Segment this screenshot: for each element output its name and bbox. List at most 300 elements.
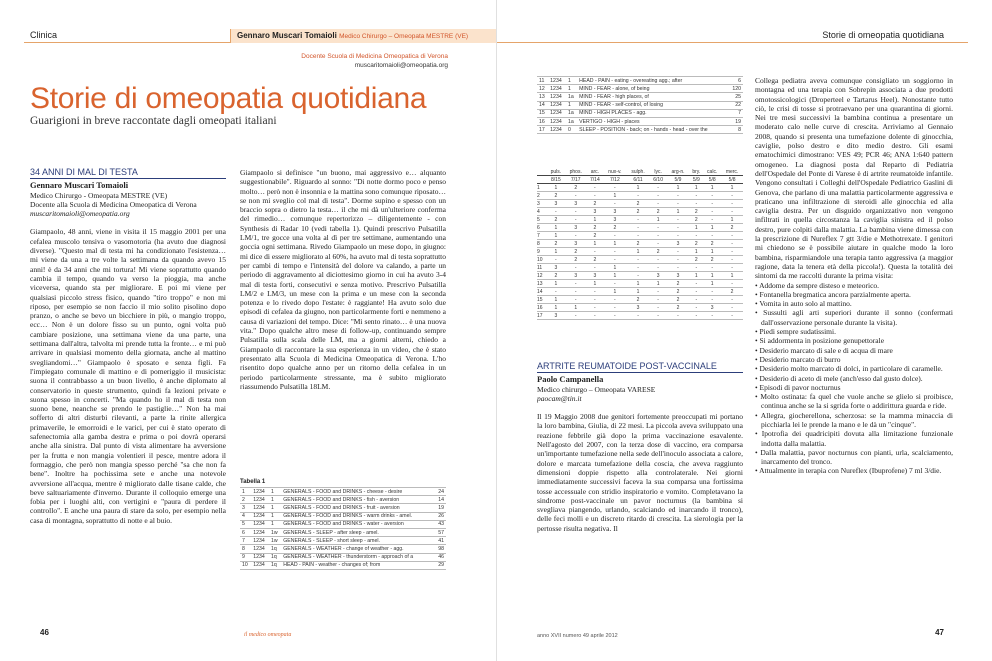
remedy-name: puls. [547,168,565,176]
grid-cell: - [667,192,690,200]
grid-cell: 3 [586,272,603,280]
rubric-row [240,561,446,569]
grid-cell: - [721,208,743,216]
grid-cell: - [650,288,667,296]
symptom-item: • Desiderio marcato di burro [755,354,841,364]
grid-row [537,192,743,200]
remedy-name: sulph. [626,168,649,176]
rubric-code: 1234 [251,545,269,553]
grid-row [537,248,743,256]
grid-cell: - [586,312,603,320]
grid-cell: - [650,192,667,200]
grid-cell: 2 [565,256,586,264]
grid-cell: - [650,312,667,320]
grid-cell: - [603,232,626,240]
remedy-name: bry. [689,168,703,176]
grid-row [537,312,743,320]
grid-cell: 3 [650,272,667,280]
rubric-text: GENERALS - WEATHER - change of weather - agg. [281,545,435,553]
grid-cell: - [603,312,626,320]
rubric-number: 8 [240,545,251,553]
rubric-row [240,545,446,553]
rubric-weight: 1 [566,101,577,109]
grid-cell: - [667,312,690,320]
article-text: Collega pediatra aveva comunque consigliato un soggiorno in montagna ed una terapia con Sobrepin associata a due prodotti omotossicologici (Droperteel e Tartarus Heel). Nonostante tutto ciò, le crisi di tosse si protraevano per una quarantina di giorni. Nei tre mesi successivi la bambina continua a presentare un moderato calo nelle curve di crescita. Arriviamo al Gennaio 2008, quando si presenta una tumefazione dolente di ginocchia, caviglie, polso destro e dito medio destro. Gli esami ematochimici dimostrano: VES 49; PCR 46; ANA 1:640 pattern omogeneo. La diagnosi posta dal Reparto di Pediatria dell'Ospedale del Ponte di Varese è di artrite reumatoide infantile. Vengono consultati i Colleghi dell'Ospedale Pediatrico Gaslini di Genova, che parlano di una malattia particolarmente aggressiva e praticano una infiltrazione di steroidi alle ginocchia ed alla caviglia destra. Per un disguido organizzativo non vengono infiltrati in quella circostanza la caviglia sinistra ed il polso destro, pure colpiti dalla malattia. La bambina viene dimessa con la prescrizione di Nureflex 7 gtt 3/die e Methotrexate. I genitori mi chiedono se è possibile aiutare in qualche modo la loro bambina, risparmiandole una terapia tanto aggressiva (a maggior ragione, data la tenera età della piccola!). Questa la totalità dei sintomi da me raccolti durante la prima visita: [755,76,953,281]
rubric-row [537,117,743,125]
grid-cell: - [626,312,649,320]
grid-cell: 2 [586,232,603,240]
affiliation [301,52,448,70]
grid-cell: 2 [650,208,667,216]
symptom-item: • Molto ostinata: fa quel che vuole anche se glielo si proibisce, continua anche se la si sgrida forte o addirittura guarda e ride. [755,392,953,411]
grid-cell: - [703,216,721,224]
grid-cell: 16 [537,304,547,312]
rubric-count: 120 [729,85,743,93]
grid-cell: 3 [537,200,547,208]
rubric-text: GENERALS - FOOD and DRINKS - water - aversion [281,520,435,528]
grid-cell: 2 [721,288,743,296]
rubric-text: SLEEP - POSITION - back; on - hands - head - over the [577,126,728,134]
rubric-number: 7 [240,537,251,545]
grid-row [537,304,743,312]
rubric-weight: 1q [269,561,281,569]
remedy-score: 7/17 [565,176,586,184]
grid-cell: 1 [703,224,721,232]
grid-cell: 3 [565,240,586,248]
grid-cell: - [603,200,626,208]
remedy-score: 5/8 [721,176,743,184]
rubric-weight: 1 [269,488,281,496]
rubric-weight: 1w [269,528,281,536]
grid-cell: 2 [703,256,721,264]
grid-cell: 1 [547,248,565,256]
rubric-number: 13 [537,93,548,101]
grid-row [537,184,743,192]
grid-cell: - [689,264,703,272]
rubric-code: 1234 [548,93,566,101]
grid-cell: 2 [586,224,603,232]
grid-cell: - [689,304,703,312]
grid-cell: - [603,256,626,264]
grid-cell: - [650,200,667,208]
grid-cell: 1 [547,232,565,240]
article-column-1 [30,168,226,608]
table-1 [240,476,446,570]
grid-cell: - [703,200,721,208]
grid-cell: - [703,264,721,272]
grid-cell: - [650,232,667,240]
rubric-code: 1234 [251,504,269,512]
author-header-name: Gennaro Muscari Tomaioli [237,31,337,40]
grid-cell: - [689,280,703,288]
rubric-weight: 1q [269,553,281,561]
rubric-row [537,77,743,85]
grid-cell: 3 [603,208,626,216]
article2-column-1 [537,362,743,612]
grid-cell: - [689,296,703,304]
grid-cell: 1 [586,280,603,288]
grid-cell: 1 [586,240,603,248]
article-text: Il 19 Maggio 2008 due genitori fortemente preoccupati mi portano la loro bambina, Giulia, di 22 mesi. La piccola aveva sviluppato una reazione febbrile già dopo la prima vaccinazione esavalente. Nell'agosto del 2007, con la terza dose di vaccino, era comparsa un'importante tumefazione nella sede dell'inoculo associata a calore, dolore e marcata tumefazione della coscia, che aveva raggiunto dimensioni doppie rispetto alla controlaterale. Nei giorni immediatamente successivi faceva la sua comparsa una fortissima tosse accessuale con stridio inspiratorio e vomito. Completavano la sindrome post-vaccinale un pavor nocturnus (la bambina si svegliava piangendo, urlando, scalciando ed inarcando il tronco), delle feci molli e un discreto ritardo di crescita. La sierologia per la pertosse risulta negativa. Il [537,412,743,533]
author-header-sub: Medico Chirurgo – Omeopata MESTRE (VE) [339,33,469,40]
grid-cell: 1 [603,192,626,200]
rubric-code: 1234 [548,77,566,85]
rubric-code: 1234 [251,512,269,520]
grid-cell: 3 [667,272,690,280]
grid-cell: 1 [547,184,565,192]
author-email: paocam@tin.it [537,393,582,403]
grid-cell: - [721,232,743,240]
remedy-name: nux-v. [603,168,626,176]
grid-cell: - [586,296,603,304]
symptom-item: • Sussulti agli arti superiori durante il sonno (confermati dall'osservazione personale durante la visita). [755,308,953,327]
grid-cell: - [667,256,690,264]
table-label: Tabella 1 [240,479,266,485]
footer-issue: anno XVII numero 49 aprile 2012 [537,633,618,639]
grid-row [537,200,743,208]
symptom-item: • Desiderio molto marcato di dolci, in particolare di caramelle. [755,364,943,374]
grid-cell: 1 [703,184,721,192]
grid-cell: 1 [537,184,547,192]
grid-cell: - [667,232,690,240]
grid-cell: - [721,240,743,248]
rubric-weight: 1q [269,545,281,553]
grid-row [537,224,743,232]
grid-cell: 2 [547,272,565,280]
rubric-code: 1234 [548,126,566,134]
grid-cell: - [703,192,721,200]
grid-cell: 2 [547,216,565,224]
grid-cell: 1 [626,288,649,296]
grid-cell: 17 [537,312,547,320]
grid-cell: - [626,216,649,224]
symptom-item: • Desiderio marcato di sale e di acqua di mare [755,345,893,355]
symptom-item: • Fontanella bregmatica ancora parzialmente aperta. [755,289,911,299]
grid-cell: - [703,288,721,296]
grid-cell: 2 [626,240,649,248]
rubric-weight: 1 [269,504,281,512]
grid-cell: 2 [721,224,743,232]
rubric-code: 1234 [548,117,566,125]
rubric-text: VERTIGO - HIGH - places [577,117,728,125]
grid-cell: 3 [565,272,586,280]
grid-cell: 1 [703,272,721,280]
grid-cell: - [689,232,703,240]
grid-cell: 1 [603,288,626,296]
rubric-code: 1234 [251,553,269,561]
grid-cell: 1 [689,184,703,192]
author-line: Docente alla Scuola di Medicina Omeopatica di Verona [30,199,197,209]
grid-cell: 10 [537,256,547,264]
symptom-item: • Vomita in auto solo al mattino. [755,299,852,309]
grid-cell: - [547,208,565,216]
symptom-item: • Attualmente in terapia con Nureflex (Ibuprofene) 7 ml 3/die. [755,466,942,476]
rubric-weight: 0 [566,126,577,134]
grid-cell: - [626,192,649,200]
grid-cell: 2 [626,208,649,216]
grid-cell: - [689,192,703,200]
grid-cell: 1 [689,272,703,280]
symptom-item: • Desiderio di aceto di mele (anch'esso dal gusto dolce). [755,373,923,383]
grid-cell: 12 [537,272,547,280]
grid-cell: 3 [547,312,565,320]
grid-cell: 13 [537,280,547,288]
grid-cell: - [650,296,667,304]
rubric-weight: 1 [566,85,577,93]
rubric-number: 2 [240,496,251,504]
grid-cell: 3 [667,240,690,248]
grid-cell: - [703,296,721,304]
grid-cell: 1 [547,304,565,312]
rubric-count: 14 [435,496,446,504]
grid-cell: 2 [667,280,690,288]
rubric-text: MIND - FEAR - high places, of [577,93,728,101]
grid-cell: - [721,280,743,288]
grid-cell: 2 [689,256,703,264]
rubric-number: 14 [537,101,548,109]
remedy-grid [537,168,743,320]
grid-cell: 1 [689,224,703,232]
article-text: Giampaolo si definisce "un buono, mai aggressivo e… alquanto suggestionabile". Riguardo al sonno: "Di notte dormo poco e penso molto… però non è insonnia e la mattina sono comunque riposato… se non mi sveglio col mal di testa". Dorme supino e spesso con un braccio sopra o dietro la testa… il che mi dà un'ulteriore conferma del rimedio… comunque repertorizzo – diligentemente - con Synthesis di Radar 10 (vedi tabella 1). Quindi prescrivo Pulsatilla LM/1, tre gocce una volta al dì per tre settimane, aumentando una goccia ogni settimana. Rivedo Giampaolo un mese dopo, in giugno: mi dice di essere migliorato al 60%, ha avuto mal di testa soprattutto per cambi di tempo e l'intensità del dolore va calando, a parte un periodo di aggravamento al diciottesimo giorno in cui ha avuto 3-4 mal di testa forti, consecutivi e senza motivo. Prescrivo Pulsatilla LM/2 e LM/3, un mese con la prima e un mese con la seconda potenza e lo rivedo dopo l'estate: è raggiante! Ha avuto solo due episodi di cefalea da giugno, non particolarmente forti e nemmeno a causa di variazioni del tempo. Dice: "Mi sento rinato… è una nuova vita." Dopo qualche altro mese di follow-up, continuando sempre Pulsatilla sulla scala delle LM, ma a giorni alterni, chiedo a Giampaolo di raccontare la sua esperienza in un video, che è stato presentato alla Scuola di Medicina Omeopatica di Verona. L'ho risentito dopo qualche anno per un ritorno della cefalea in un periodo particolarmente stressante, ma è subito migliorato riassumendo Pulsatilla 18LM. [240,168,446,391]
rubric-count: 98 [435,545,446,553]
rubric-count: 43 [435,520,446,528]
grid-row [537,280,743,288]
grid-row [537,240,743,248]
page-number: 46 [40,628,49,637]
rubric-code: 1234 [251,520,269,528]
grid-cell: - [565,232,586,240]
remedy-name: phos. [565,168,586,176]
grid-cell: - [603,248,626,256]
grid-cell: 1 [667,208,690,216]
grid-cell: 1 [626,184,649,192]
grid-cell: - [650,264,667,272]
rubric-number: 1 [240,488,251,496]
grid-cell: 2 [565,184,586,192]
rubric-number: 5 [240,520,251,528]
grid-cell: - [721,200,743,208]
symptom-list [755,281,953,476]
rubric-number: 16 [537,117,548,125]
grid-cell: - [586,248,603,256]
grid-row [537,216,743,224]
grid-cell: 1 [547,224,565,232]
grid-cell: - [721,248,743,256]
rubric-text: MIND - FEAR - alone, of being [577,85,728,93]
grid-cell: - [703,208,721,216]
rubric-code: 1234 [251,561,269,569]
rubric-row [240,520,446,528]
grid-cell: - [721,304,743,312]
grid-cell: 1 [626,248,649,256]
grid-cell: - [565,288,586,296]
rubric-text: GENERALS - FOOD and DRINKS - warm drinks - amel. [281,512,435,520]
remedy-name: calc. [703,168,721,176]
remedy-score: 5/8 [703,176,721,184]
grid-cell: 8 [537,240,547,248]
rubric-text: GENERALS - FOOD and DRINKS - fruit - aversion [281,504,435,512]
rubric-text: GENERALS - FOOD and DRINKS - cheese - desire [281,488,435,496]
rubric-text: GENERALS - FOOD and DRINKS - fish - aversion [281,496,435,504]
rubric-count: 24 [435,488,446,496]
grid-cell: 1 [721,272,743,280]
remedy-name: merc. [721,168,743,176]
remedy-score: 7/12 [603,176,626,184]
grid-cell: - [586,288,603,296]
grid-cell: - [586,184,603,192]
grid-cell: - [603,304,626,312]
author-line: Medico chirurgo – Omeopata VARESE [537,384,656,394]
rubric-number: 6 [240,528,251,536]
affiliation-line: Docente Scuola di Medicina Omeopatica di Verona [301,53,448,60]
grid-cell: - [626,272,649,280]
symptom-item: • Dalla malattia, pavor nocturnus con pianti, urla, scalciamento, inarcamento del tronco. [755,447,953,467]
rubric-weight: 1 [269,496,281,504]
grid-row [537,208,743,216]
rubric-count: 46 [435,553,446,561]
rubric-count: 29 [435,561,446,569]
rubric-text: GENERALS - SLEEP - after sleep - amel. [281,528,435,536]
grid-cell: 1 [547,296,565,304]
rubric-code: 1234 [251,528,269,536]
grid-cell: 1 [603,240,626,248]
grid-cell: 3 [703,304,721,312]
grid-cell: - [626,224,649,232]
remedy-score: 7/14 [586,176,603,184]
grid-cell: 2 [703,240,721,248]
grid-cell: - [565,312,586,320]
grid-cell: 11 [537,264,547,272]
rubric-weight: 1w [269,537,281,545]
grid-cell: - [626,264,649,272]
rubric-text: MIND - FEAR - self-control, of losing [577,101,728,109]
rubric-text: GENERALS - WEATHER - thunderstorm - approach of a [281,553,435,561]
grid-cell: 1 [565,304,586,312]
rubric-code: 1234 [251,537,269,545]
grid-row [537,256,743,264]
grid-cell: - [721,264,743,272]
rubric-weight: 1a [566,93,577,101]
grid-cell: 2 [667,296,690,304]
grid-cell: 9 [537,248,547,256]
grid-cell: - [586,264,603,272]
rubric-weight: 1a [566,117,577,125]
grid-cell: 3 [586,208,603,216]
grid-cell: 2 [565,248,586,256]
article-heading: ARTRITE REUMATOIDE POST-VACCINALE [537,362,743,373]
grid-cell: - [626,256,649,264]
grid-cell: 15 [537,296,547,304]
grid-cell: 2 [689,240,703,248]
rubric-weight: 1 [566,77,577,85]
rubric-text: HEAD - PAIN - weather - changes of; from [281,561,435,569]
grid-cell: - [721,192,743,200]
repertory-grid [537,168,743,320]
grid-cell: 1 [689,248,703,256]
grid-cell: - [721,312,743,320]
author-header [230,29,496,43]
rubric-table [537,76,743,134]
grid-cell: - [689,312,703,320]
rubric-row [240,504,446,512]
rubric-number: 3 [240,504,251,512]
page-title: Storie di omeopatia quotidiana [30,82,427,115]
grid-cell: 3 [565,200,586,208]
grid-cell: - [689,288,703,296]
rubric-number: 10 [240,561,251,569]
rubric-row [537,101,743,109]
grid-cell: - [667,224,690,232]
rubric-row [240,553,446,561]
grid-cell: - [650,224,667,232]
grid-cell: 2 [586,200,603,208]
grid-cell: - [565,264,586,272]
remedy-name: arg-n. [667,168,690,176]
rubric-text: GENERALS - SLEEP - short sleep - amel. [281,537,435,545]
grid-cell: 1 [547,280,565,288]
grid-cell: - [626,232,649,240]
rubric-code: 1234 [251,496,269,504]
grid-cell: - [667,248,690,256]
grid-cell: - [667,264,690,272]
grid-cell: - [565,216,586,224]
rubric-number: 11 [537,77,548,85]
grid-cell: 2 [537,192,547,200]
rubric-count: 19 [729,117,743,125]
grid-cell: 1 [667,184,690,192]
grid-cell: 1 [721,216,743,224]
page-number: 47 [935,628,944,637]
grid-cell: - [650,256,667,264]
rubric-row [537,126,743,134]
rubric-count: 19 [435,504,446,512]
rubric-code: 1234 [548,109,566,117]
grid-cell: - [703,232,721,240]
grid-cell: 6 [537,224,547,232]
rubric-count: 7 [729,109,743,117]
grid-cell: 2 [689,208,703,216]
grid-cell: - [586,304,603,312]
grid-cell: - [721,296,743,304]
rubric-row [240,512,446,520]
rubric-row [537,109,743,117]
article-text: Giampaolo, 48 anni, viene in visita il 15 maggio 2001 per una cefalea muscolo tensiva o vasomotoria (ha avuto due diagnosi diverse). "Questo mal di testa mi ha condizionato l'esistenza… mi viene da una a tre volte la settimana da quando avevo 15 anni! è da 34 anni che mi tortura! Mi viene soprattutto quando cambia il tempo, quando va verso la pioggia, ma anche viceversa, quando sta per migliorare. E poi mi viene per qualsiasi piccolo stress fisico, quando "tiro troppo" e non mi riposo, per esempio se non faccio il mio solito pisolino dopo pranzo, o anche se bevo un bicchiere in più, o mangio troppo, ecc… Non è un dolore fisso su un punto, ogni volta può cambiare posizione, una settimana viene da una parte, una settimana dall'altra, talvolta mi prende tutta la fronte… e mi può arrivare in qualsiasi momento della giornata, anche al mattino svegliandomi…" Giampaolo è sposato e senza figli. Fa l'impiegato comunale di mattino e di pomeriggio il musicista: suona il contrabbasso a un buon livello, è anche diplomato al conservatorio in queste strumento, quindi fa lezioni private e suona spesso in concerti. "Ma quando ho il mal di testa non suono bene, neanche se prendo le pastiglie…" Non ha mai sofferto di altri disturbi rilevanti, a parte la rinite allergica primaverile, le emorroidi e le varici, per cui è stato operato di safenectomia alla gamba destra e prima o poi dovrà operarsi anche alla sinistra. Dal punto di vista alimentare ha avversione per la frutta e non mangia volentieri il pesce, mentre adora il formaggio, che però non mangia spesso perché "sa che non fa bene". Inoltre ha pochissima sete e anche una notevole avversione all'acqua, mentre è migliorato dalle tisane calde, che beve saltuariamente d'inverno. Durante il colloquio emerge una fobia per i luoghi alti, con vertigini e "paura di perdere il controllo". E anche una paura di stare da solo, per esempio nella casa di montagna, soprattutto di notte e al buio. [30,227,226,525]
rubric-count: 57 [435,528,446,536]
article-author: Gennaro Muscari Tomaioli [30,180,129,191]
grid-cell: 1 [721,184,743,192]
grid-cell: 3 [565,224,586,232]
grid-cell: 1 [603,264,626,272]
rubric-count: 6 [729,77,743,85]
rubric-text: HEAD - PAIN - eating - overeating agg.; after [577,77,728,85]
rubric-weight: 1 [269,520,281,528]
symptom-item: • Si addormenta in posizione genupettorale [755,336,885,346]
symptom-item: • Episodi di pavor nocturnus [755,382,841,392]
grid-cell: 3 [547,264,565,272]
journal-logo: il medico omeopata [244,632,292,638]
grid-cell: 1 [650,216,667,224]
grid-cell: - [547,256,565,264]
grid-cell: - [650,184,667,192]
rubric-count: 22 [729,101,743,109]
rubric-count: 8 [729,126,743,134]
grid-row [537,272,743,280]
symptom-item: • Addome da sempre disteso e meteorico. [755,280,880,290]
grid-cell: - [603,296,626,304]
rubric-row [240,488,446,496]
grid-row [537,296,743,304]
rubric-code: 1234 [251,488,269,496]
